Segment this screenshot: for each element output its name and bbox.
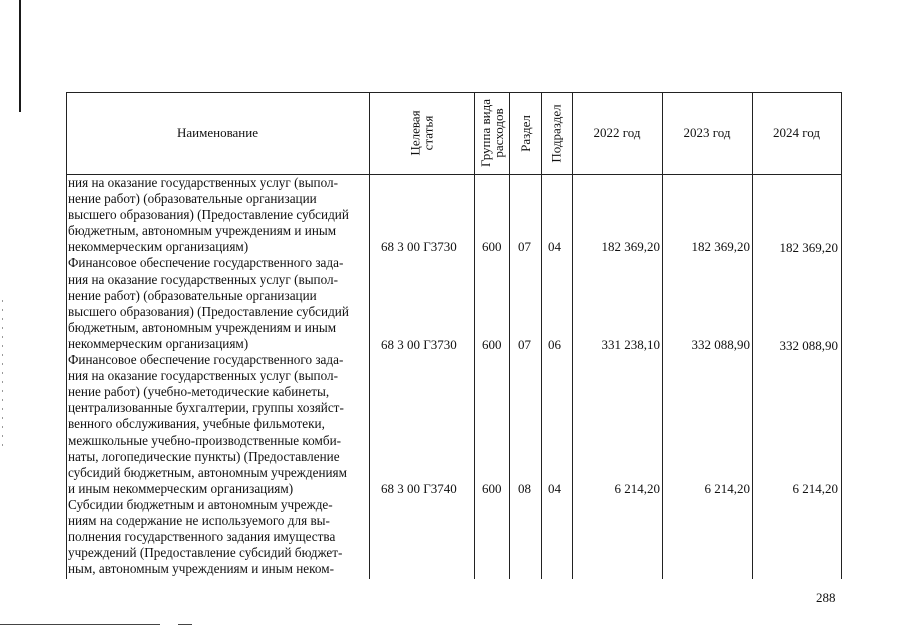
text-line: некоммерческим организациям) [68,335,249,351]
text-line: нение работ) (образовательные организации [68,191,317,207]
header-2023 [662,92,752,174]
text-line: ния на оказание государственных услуг (выпол- [68,175,339,190]
scan-edge-line [19,0,21,112]
row2-target: 68 3 00 Г3730 [381,337,457,352]
row2-2024: 332 088,90 [779,338,838,353]
page-number: 288 [816,590,836,605]
text-line: наты, логопедические пункты) (Предоставление [68,448,340,464]
row3-section: 08 [518,481,531,496]
row2-2022: 331 238,10 [601,337,660,352]
header-text-line: Группа вида [477,99,493,167]
row3-subsection: 04 [548,481,561,496]
header-name-text: Наименование [177,125,258,140]
header-expense-group-text [479,99,505,167]
row2-section: 07 [518,337,531,352]
header-name [66,92,369,174]
row3-group: 600 [482,481,502,496]
text-line: некоммерческим организациям) [68,239,249,255]
row2-group: 600 [482,337,502,352]
text-line: учреждений (Предоставление субсидий бюджет- [68,545,343,561]
row1-target: 68 3 00 Г3730 [381,239,457,254]
text-line: бюджетным, автономным учреждениям и иным [68,319,337,335]
text-line: нение работ) (образовательные организации [68,287,317,303]
text-line: нение работ) (учебно-методические кабинеты, [68,384,330,400]
header-text-line: расходов [490,108,506,158]
header-section-text: Раздел [517,114,533,152]
row1-2022: 182 369,20 [601,239,660,254]
text-line: ния на оказание государственных услуг (выпол- [68,271,339,287]
text-line: Финансовое обеспечение государственного зада- [68,352,344,368]
text-line: централизованные бухгалтерии, группы хозяйст- [68,400,344,416]
text-line: Субсидии бюджетным и автономным учрежде- [68,496,333,512]
text-line: ным, автономным учреждениям и иным неком- [68,561,334,577]
text-line: ния на оказание государственных услуг (выпол- [68,368,339,384]
header-section [509,92,541,174]
row1-section: 07 [518,239,531,254]
row3-2023: 6 214,20 [704,481,750,496]
header-2024 [752,92,841,174]
header-target-article-text [408,110,434,155]
row1-subsection: 04 [548,239,561,254]
text-line: Финансовое обеспечение государственного зада- [68,255,344,271]
header-2022 [572,92,662,174]
header-expense-group [474,92,509,174]
text-line: субсидий бюджетным, автономным учреждениям [68,464,347,480]
row3-2022: 6 214,20 [614,481,660,496]
header-2024-text: 2024 год [773,125,820,140]
row3-2024: 6 214,20 [792,481,838,496]
header-subsection [541,92,572,174]
row1-2023: 182 369,20 [691,239,750,254]
row2-subsection: 06 [548,337,561,352]
header-2023-text: 2023 год [683,125,731,140]
footer-rule [0,624,160,625]
text-line: венного обслуживания, учебные фильмотеки, [68,416,325,432]
footer-rule [178,624,192,625]
scan-artifact [2,300,3,450]
text-line: ниям на содержание не используемого для вы- [68,512,330,528]
name-column-text [68,175,366,577]
header-target-article [369,92,474,174]
text-line: высшего образования) (Предоставление субсидий [68,303,349,319]
column-border [841,92,842,579]
header-text-line: Целевая [407,110,423,156]
text-line: межшкольные учебно-производственные комби- [68,432,342,448]
text-line: полнения государственного задания имущества [68,529,336,545]
row1-2024: 182 369,20 [779,240,838,255]
header-text-line: статья [420,115,436,151]
text-line: бюджетным, автономным учреждениям и иным [68,223,337,239]
header-2022-text: 2022 год [593,125,641,140]
header-subsection-text: Подраздел [549,103,565,163]
row1-group: 600 [482,239,502,254]
row3-target: 68 3 00 Г3740 [381,481,457,496]
row2-2023: 332 088,90 [691,337,750,352]
text-line: и иным некоммерческим организациям) [68,480,294,496]
text-line: высшего образования) (Предоставление субсидий [68,207,349,223]
